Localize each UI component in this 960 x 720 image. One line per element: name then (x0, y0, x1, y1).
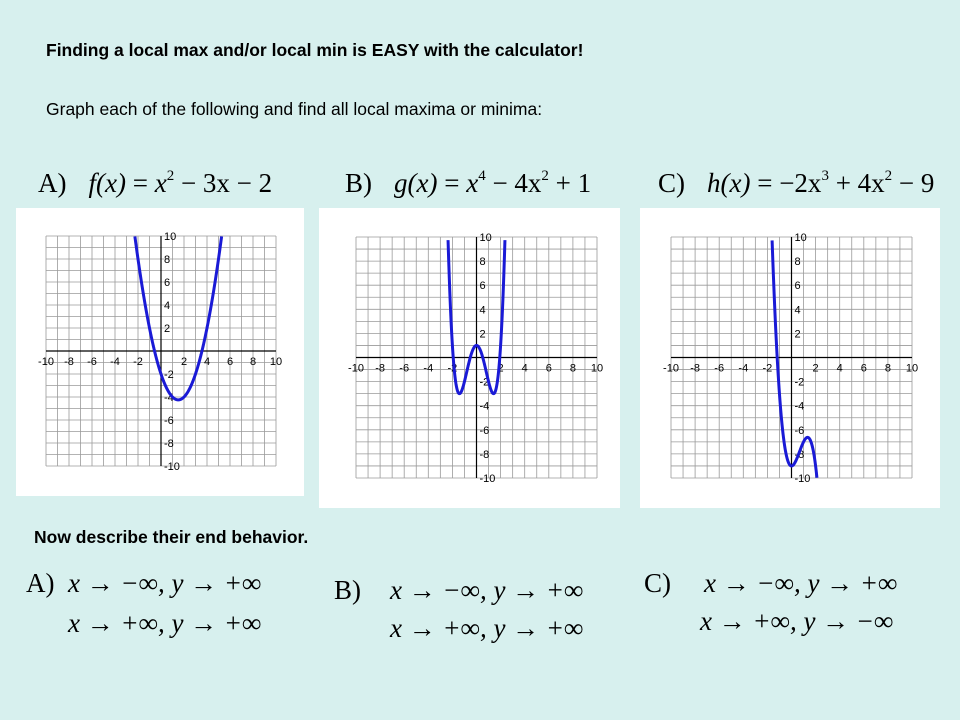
end-behavior-a-line1: x → −∞, y → +∞ (68, 568, 262, 598)
x-tick-label: 4 (836, 362, 843, 375)
x-tick-label: -6 (87, 356, 97, 368)
function-c-lhs: h(x) (707, 168, 751, 198)
x-tick-label: -6 (714, 362, 725, 375)
y-tick-label: 6 (164, 277, 171, 289)
function-c-term1: −2x (779, 168, 822, 198)
function-a-label: A) (38, 168, 67, 198)
x-tick-label: 10 (590, 362, 604, 375)
function-b-rest: + 1 (548, 168, 592, 198)
y-tick-label: 4 (479, 304, 486, 317)
function-b-exp1: 4 (478, 168, 486, 184)
end-behavior-c-line1: x → −∞, y → +∞ (704, 568, 898, 598)
function-b-label: B) (345, 168, 372, 198)
y-tick-label: -2 (794, 376, 805, 389)
end-behavior-heading: Now describe their end behavior. (34, 527, 309, 547)
y-tick-label: 8 (479, 256, 486, 269)
y-tick-label: -8 (479, 448, 490, 461)
x-tick-label: -4 (423, 362, 434, 375)
function-c-exp2: 2 (884, 168, 893, 184)
function-curve (135, 236, 222, 399)
y-tick-label: 2 (794, 328, 801, 341)
x-tick-label: -10 (38, 356, 54, 368)
y-tick-label: -10 (794, 473, 811, 485)
y-tick-label: -8 (164, 438, 174, 450)
x-tick-label: -6 (399, 362, 410, 375)
x-tick-label: -8 (64, 356, 74, 368)
graph-panel-a (16, 208, 304, 496)
x-tick-label: 6 (545, 362, 552, 375)
y-tick-label: -4 (164, 392, 174, 404)
x-tick-label: -4 (110, 356, 120, 368)
x-tick-label: 8 (884, 362, 891, 375)
x-tick-label: 10 (905, 362, 919, 375)
y-tick-label: -10 (164, 461, 180, 473)
end-behavior-b-line2: x → +∞, y → +∞ (390, 613, 584, 643)
y-tick-label: -4 (794, 400, 805, 413)
y-tick-label: -6 (794, 424, 805, 437)
end-behavior-a-label: A) (26, 568, 55, 598)
x-tick-label: 8 (249, 356, 257, 368)
function-b: B) $g(x) = x^4 - 4x^2 + 1$ (345, 168, 592, 198)
function-b-lhs: g(x) (394, 168, 438, 198)
function-c-term2: + 4x (828, 168, 885, 198)
x-tick-label: -8 (690, 362, 700, 375)
x-tick-label: 2 (180, 356, 188, 368)
graph-a-plot (16, 208, 304, 496)
x-tick-label: 2 (812, 362, 819, 375)
y-tick-label: -6 (164, 415, 174, 427)
function-a-exp1: 2 (166, 168, 175, 184)
x-tick-label: -10 (348, 362, 364, 375)
x-tick-label: 10 (269, 356, 283, 368)
x-tick-label: -4 (738, 362, 749, 375)
end-behavior-b-label: B) (334, 575, 361, 605)
y-tick-label: -4 (479, 400, 490, 413)
y-tick-label: -8 (794, 448, 805, 461)
y-tick-label: 2 (164, 323, 171, 335)
function-c-rest: − 9 (892, 168, 935, 198)
x-tick-label: 8 (569, 362, 576, 375)
y-tick-label: 8 (164, 254, 171, 266)
y-tick-label: 10 (479, 232, 492, 244)
function-c-label: C) (658, 168, 685, 198)
function-b-term1: x (466, 168, 479, 198)
x-tick-label: 6 (226, 356, 234, 368)
function-b-exp2: 2 (541, 168, 549, 184)
x-tick-label: 2 (497, 362, 504, 375)
graph-c-plot (640, 208, 940, 508)
y-tick-label: 6 (794, 280, 801, 293)
page-heading: Finding a local max and/or local min is EASY with the calculator! (46, 40, 584, 60)
y-tick-label: -2 (479, 376, 490, 389)
function-c: C) $h(x) = -2x^3 + 4x^2 - 9$ (658, 168, 935, 198)
graph-panel-b (319, 208, 620, 508)
function-a: A) $f(x) = x^2 - 3x - 2$ (38, 168, 273, 198)
y-tick-label: -10 (479, 473, 496, 485)
x-tick-label: 6 (860, 362, 867, 375)
x-tick-label: -2 (133, 356, 143, 368)
y-tick-label: -6 (479, 424, 490, 437)
y-tick-label: 10 (794, 232, 807, 244)
y-tick-label: 4 (794, 304, 801, 317)
function-a-lhs: f(x) (88, 168, 126, 198)
y-tick-label: 4 (164, 300, 171, 312)
x-tick-label: -10 (663, 362, 679, 375)
end-behavior-a-line2: x → +∞, y → +∞ (68, 608, 262, 638)
graph-panel-c (640, 208, 940, 508)
function-a-rest: − 3x − 2 (174, 168, 273, 198)
end-behavior-c-label: C) (644, 568, 671, 598)
x-tick-label: -8 (375, 362, 385, 375)
y-tick-label: 6 (479, 280, 486, 293)
x-tick-label: 4 (521, 362, 528, 375)
instruction-text: Graph each of the following and find all local maxima or minima: (46, 99, 543, 119)
graph-b-plot (319, 208, 620, 508)
y-tick-label: -2 (164, 369, 174, 381)
x-tick-label: -2 (762, 362, 773, 375)
end-behavior-b-line1: x → −∞, y → +∞ (390, 575, 584, 605)
x-tick-label: 4 (203, 356, 211, 368)
y-tick-label: 2 (479, 328, 486, 341)
x-tick-label: -2 (447, 362, 458, 375)
end-behavior-c-line2: x → +∞, y → −∞ (700, 606, 894, 636)
y-tick-label: 8 (794, 256, 801, 269)
function-b-term2: − 4x (485, 168, 542, 198)
y-tick-label: 10 (164, 231, 177, 243)
function-c-exp1: 3 (821, 168, 829, 184)
function-a-term1: x (154, 168, 167, 198)
